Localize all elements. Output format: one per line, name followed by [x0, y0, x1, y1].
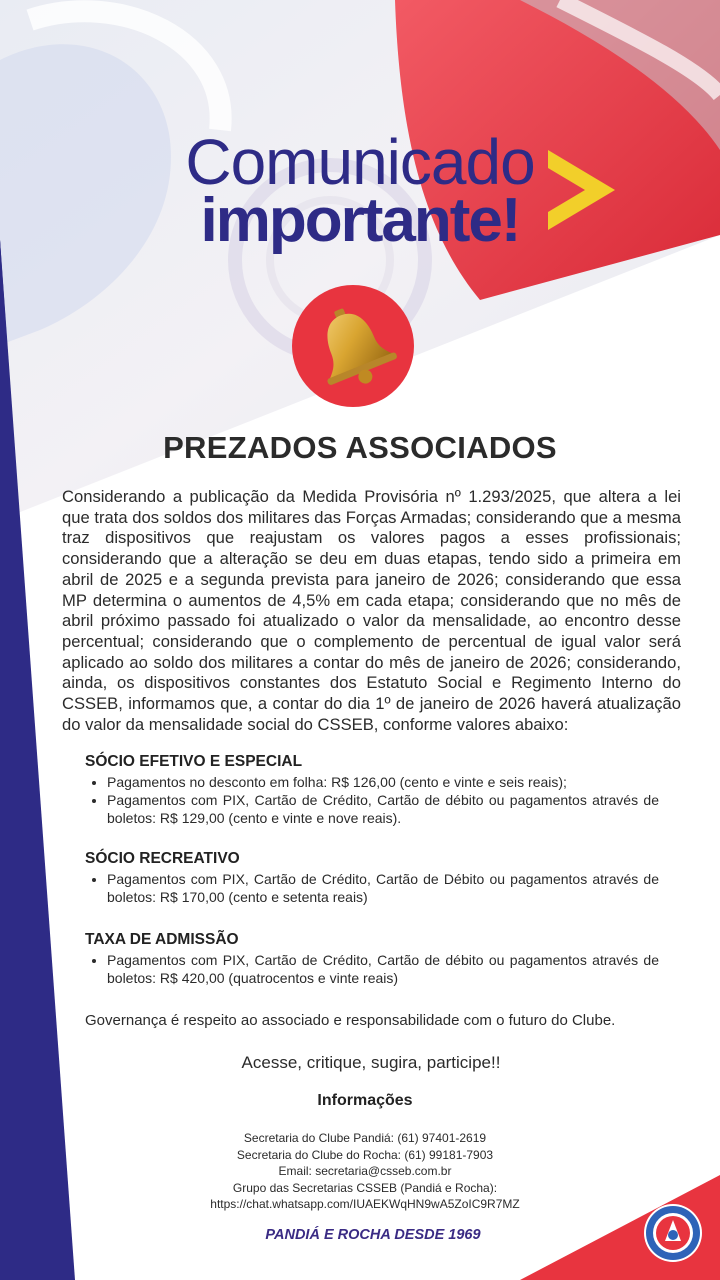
bell-badge — [292, 285, 414, 407]
intro-paragraph: Considerando a publicação da Medida Provisória nº 1.293/2025, que altera a lei que trata dos soldos dos militares das Forças Armadas; considerando que a mesma traz dispositivos que reajustam os valores pagos a esses profissionais; considerando que a alteração se deu em duas etapas, tendo sido a primeira em abril de 2025 e a segunda prevista para janeiro de 2026; considerando que essa MP determina o aumentos de 4,5% em cada etapa; considerando que no mês de abril próximo passado foi atualizado o valor da mensalidade, ao encontro desse percentual; considerando que o complemento de percentual de igual valor será aplicado ao soldo dos militares a contar do mês de janeiro de 2026; considerando, ainda, os dispositivos constantes dos Estatuto Social e Regimento Interno do CSSEB, informamos que, a contar do dia 1º de janeiro de 2026 haverá atualização do valor da mensalidade social do CSSEB, conforme valores abaixo: — [62, 487, 681, 734]
club-seal-icon — [643, 1203, 703, 1263]
title-line-1: Comunicado — [185, 126, 535, 198]
section-title: TAXA DE ADMISSÃO — [85, 931, 239, 948]
contact-phone-pandia: Secretaria do Clube Pandiá: (61) 97401-2619 — [243, 1131, 487, 1145]
section-title: SÓCIO EFETIVO E ESPECIAL — [85, 753, 303, 770]
section-socio-recreativo — [85, 850, 659, 906]
section-taxa-admissao — [85, 931, 659, 987]
list-item: • Pagamentos com PIX, Cartão de Crédito, Cartão de Débito ou pagamentos através de boletos: R$ 170,00 (cento e setenta reais) — [107, 870, 659, 906]
contact-whatsapp-link[interactable]: https://chat.whatsapp.com/IUAEKWqHN9wA5ZoIC9R7MZ — [210, 1197, 520, 1211]
list-item: • Pagamentos com PIX, Cartão de Crédito, Cartão de débito ou pagamentos através de boletos: R$ 420,00 (quatrocentos e vinte reais) — [107, 951, 659, 987]
section-socio-efetivo — [85, 753, 659, 827]
list-item: • Pagamentos no desconto em folha: R$ 126,00 (cento e vinte e seis reais); — [107, 773, 659, 791]
section-title: SÓCIO RECREATIVO — [85, 850, 240, 867]
contact-block — [0, 1130, 720, 1213]
contact-phone-rocha: Secretaria do Clube do Rocha: (61) 99181-7903 — [236, 1147, 494, 1162]
governance-statement: Governança é respeito ao associado e responsabilidade com o futuro do Clube. — [85, 1012, 616, 1029]
title-line-2: importante! — [200, 186, 520, 255]
call-to-action: Acesse, critique, sugira, participe!! — [241, 1053, 501, 1072]
contact-email[interactable]: Email: secretaria@csseb.com.br — [278, 1164, 452, 1178]
heading: PREZADOS ASSOCIADOS — [163, 430, 557, 465]
contact-group-label: Grupo das Secretarias CSSEB (Pandiá e Rocha): — [232, 1180, 498, 1195]
info-title: Informações — [317, 1092, 413, 1109]
section-list — [85, 951, 659, 987]
footer-tagline: PANDIÁ E ROCHA DESDE 1969 — [265, 1227, 481, 1243]
list-item: • Pagamentos com PIX, Cartão de Crédito, Cartão de débito ou pagamentos através de boletos: R$ 129,00 (cento e vinte e nove reais). — [107, 791, 659, 827]
section-list — [85, 773, 659, 827]
section-list — [85, 870, 659, 906]
bell-icon — [292, 285, 414, 407]
